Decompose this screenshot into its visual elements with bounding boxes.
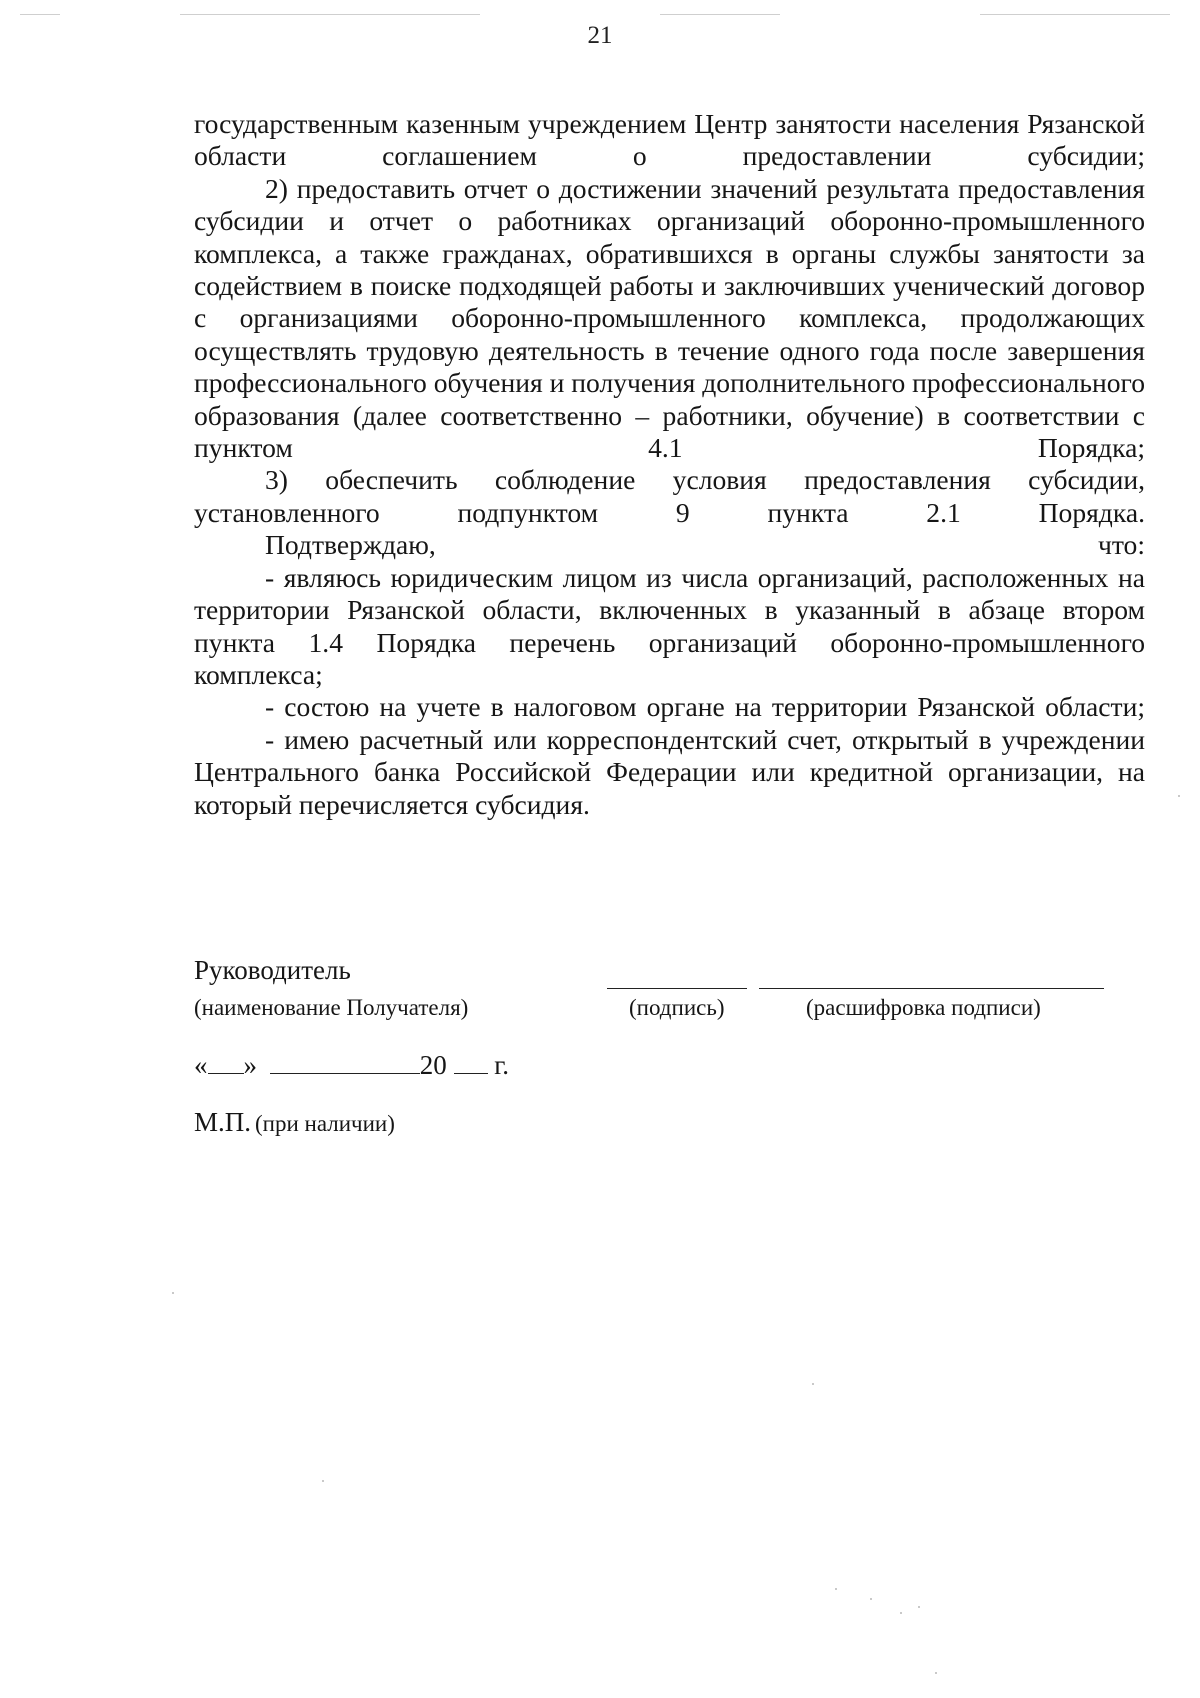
signer-role-label: Руководитель [194,955,351,985]
scan-speck [870,1598,872,1600]
body-text [194,108,1145,821]
body-paragraph: Подтверждаю, что: [265,529,1145,561]
body-paragraph: - состою на учете в налоговом органе на территории Рязанской области; [265,691,1145,723]
date-line [194,1050,509,1081]
body-paragraph: 3) обеспечить соблюдение условия предоставления субсидии, установленного подпунктом 9 пункта 2.1 Порядка. [194,464,1145,528]
body-paragraph: государственным казенным учреждением Центр занятости населения Рязанской области соглашением о предоставлении субсидии; [194,108,1145,172]
signature-line [607,988,747,989]
scan-speck [900,1612,902,1614]
scan-speck [812,1383,814,1385]
date-close-quote: » [243,1050,257,1080]
stamp-abbreviation: М.П. [194,1107,252,1137]
year-blank [454,1072,488,1074]
year-century: 20 [419,1050,447,1080]
scan-artifact-line [20,14,1180,18]
scan-speck [172,1292,174,1294]
stamp-note: (при наличии) [255,1111,395,1136]
page-number: 21 [587,22,613,49]
scan-speck [835,1588,837,1590]
body-paragraph: - являюсь юридическим лицом из числа организаций, расположенных на территории Рязанской области, включенных в указанный в абзаце втором пункта 1.4 Порядка перечень организаций оборонно-промышленного комплекса; [194,561,1145,690]
scan-speck [322,1480,324,1482]
signature-decoding-line [759,988,1104,989]
scan-speck [918,1606,920,1608]
day-blank [208,1072,244,1074]
stamp-place [194,1107,395,1138]
body-paragraph: 2) предоставить отчет о достижении значений результата предоставления субсидии и отчет о работниках организаций оборонно-промышленного комплекса, а также гражданах, обратившихся в органы службы занятости за содействием в поиске подходящей работы и заключивших ученический договор с организациями оборонно-промышленного комплекса, продолжающих осуществлять трудовую деятельность в течение одного года после завершения профессионального обучения и получения дополнительного профессионального образования (далее соответственно – работники, обучение) в соответствии с пунктом 4.1 Порядка; [194,172,1145,464]
signature-caption: (подпись) [629,995,725,1020]
scan-speck [1178,795,1180,797]
body-paragraph: - имею расчетный или корреспондентский счет, открытый в учреждении Центрального банка Российской Федерации или кредитной организации, на который перечисляется субсидия. [194,723,1145,820]
scan-speck [935,1672,937,1674]
date-open-quote: « [194,1050,208,1080]
year-suffix: г. [494,1050,510,1080]
month-blank [270,1072,420,1074]
recipient-name-caption: (наименование Получателя) [194,995,469,1020]
signature-decoding-caption: (расшифровка подписи) [806,995,1041,1020]
